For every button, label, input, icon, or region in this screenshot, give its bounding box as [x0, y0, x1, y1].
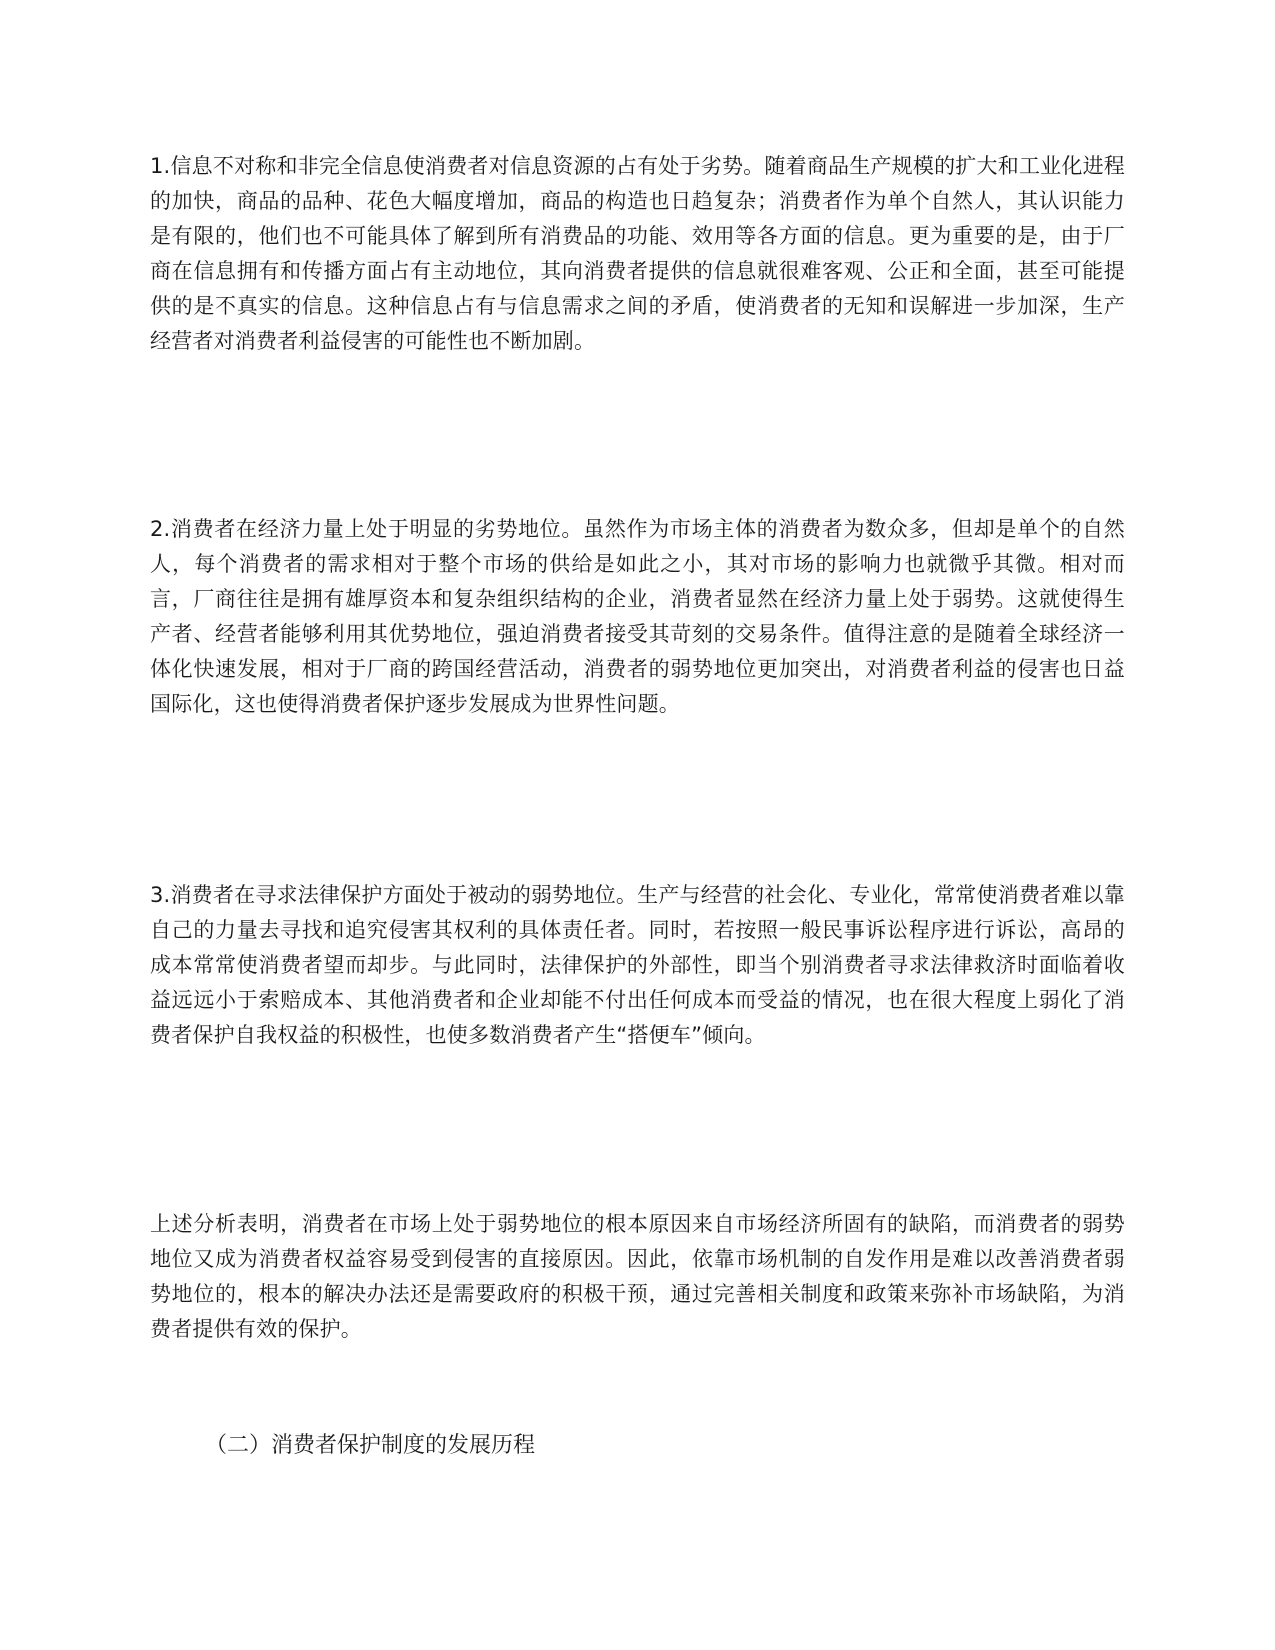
paragraph-economic-weakness: 2.消费者在经济力量上处于明显的劣势地位。虽然作为市场主体的消费者为数众多，但却是单个的自然人，每个消费者的需求相对于整个市场的供给是如此之小，其对市场的影响力也就微乎其微。相对而言，厂商往往是拥有雄厚资本和复杂组织结构的企业，消费者显然在经济力量上处于弱势。这就使得生产者、经营者能够利用其优势地位，强迫消费者接受其苛刻的交易条件。值得注意的是随着全球经济一体化快速发展，相对于厂商的跨国经营活动，消费者的弱势地位更加突出，对消费者利益的侵害也日益国际化，这也使得消费者保护逐步发展成为世界性问题。 — [150, 517, 1125, 716]
section-heading: （二）消费者保护制度的发展历程 — [205, 1433, 536, 1458]
paragraph-information-asymmetry: 1.信息不对称和非完全信息使消费者对信息资源的占有处于劣势。随着商品生产规模的扩大和工业化进程的加快，商品的品种、花色大幅度增加，商品的构造也日趋复杂；消费者作为单个自然人，其认识能力是有限的，他们也不可能具体了解到所有消费品的功能、效用等各方面的信息。更为重要的是，由于厂商在信息拥有和传播方面占有主动地位，其向消费者提供的信息就很难客观、公正和全面，甚至可能提供的是不真实的信息。这种信息占有与信息需求之间的矛盾，使消费者的无知和误解进一步加深，生产经营者对消费者利益侵害的可能性也不断加剧。 — [150, 154, 1125, 353]
paragraph-analysis-summary: 上述分析表明，消费者在市场上处于弱势地位的根本原因来自市场经济所固有的缺陷，而消费者的弱势地位又成为消费者权益容易受到侵害的直接原因。因此，依靠市场机制的自发作用是难以改善消费者弱势地位的，根本的解决办法还是需要政府的积极干预，通过完善相关制度和政策来弥补市场缺陷，为消费者提供有效的保护。 — [150, 1212, 1125, 1341]
paragraph-legal-protection: 3.消费者在寻求法律保护方面处于被动的弱势地位。生产与经营的社会化、专业化，常常使消费者难以靠自己的力量去寻找和追究侵害其权利的具体责任者。同时，若按照一般民事诉讼程序进行诉讼，高昂的成本常常使消费者望而却步。与此同时，法律保护的外部性，即当个别消费者寻求法律救济时面临着收益远远小于索赔成本、其他消费者和企业却能不付出任何成本而受益的情况，也在很大程度上弱化了消费者保护自我权益的积极性，也使多数消费者产生“搭便车”倾向。 — [150, 883, 1125, 1047]
